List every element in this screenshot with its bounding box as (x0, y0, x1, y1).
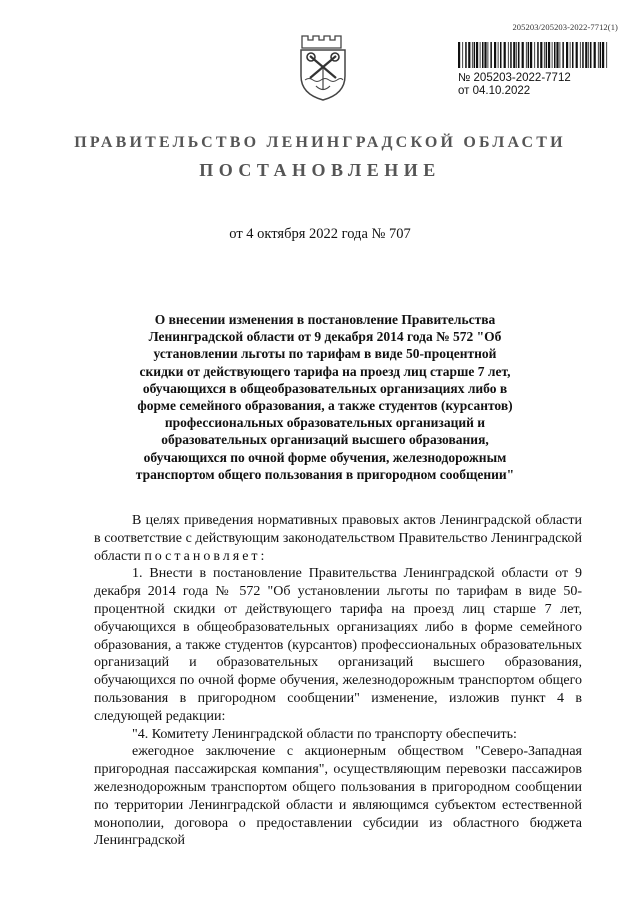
barcode-bar (588, 42, 589, 68)
barcode-bar (462, 42, 463, 68)
barcode-bar (516, 42, 517, 68)
resolution-date-number: от 4 октября 2022 года № 707 (229, 226, 411, 242)
barcode-bar (480, 42, 481, 68)
barcode-bar (522, 42, 524, 68)
barcode-bar (544, 42, 545, 68)
barcode-bar (490, 42, 492, 68)
paragraph-item-4-title: "4. Комитету Ленинградской области по транспорту обеспечить: (132, 726, 517, 742)
barcode-bar (494, 42, 496, 68)
barcode-bar (530, 42, 532, 68)
coat-of-arms-emblem (296, 32, 350, 102)
barcode-bar (484, 42, 486, 68)
barcode-bar (562, 42, 564, 68)
registration-date: от 04.10.2022 (458, 85, 531, 97)
barcode-bar (594, 42, 596, 68)
barcode-bar (554, 42, 556, 68)
barcode-bar (598, 42, 599, 68)
barcode-bar (468, 42, 470, 68)
barcode-bar (570, 42, 571, 68)
barcode-bar (526, 42, 527, 68)
barcode-bar (513, 42, 515, 68)
government-title: ПРАВИТЕЛЬСТВО ЛЕНИНГРАДСКОЙ ОБЛАСТИ (74, 134, 566, 151)
barcode-bar (504, 42, 506, 68)
keyword-postanovlyaet: постановляет (144, 548, 261, 564)
barcode-bar (518, 42, 520, 68)
barcode-bar (476, 42, 478, 68)
paragraph-item-4-text: ежегодное заключение с акционерным обществом "Северо-Западная пригородная пассажирская компания", осуществляющим перевозки пассажиров железнодорожным транспортом общего пользования в пригородном сообщении по территории Ленинградской области и являющимся субъектом естественной монополии, договора о предоставлении субсидии из областного бюджета Ленинградской (94, 744, 582, 849)
barcode-bar (606, 42, 607, 68)
registration-block (458, 72, 628, 98)
barcode-bar (498, 42, 499, 68)
barcode-bar (488, 42, 489, 68)
barcode-bar (474, 42, 476, 68)
barcode-bar (458, 42, 460, 68)
barcode-bar (540, 42, 542, 68)
barcode-bar (472, 42, 473, 68)
barcode-bar (602, 42, 604, 68)
barcode-bar (534, 42, 535, 68)
document-id: 205203/205203-2022-7712(1) (512, 22, 618, 32)
barcode-bar (546, 42, 548, 68)
barcode-bar (508, 42, 509, 68)
barcode-bar (580, 42, 581, 68)
barcode-bar (566, 42, 568, 68)
barcode-bar (560, 42, 561, 68)
barcode-bar (482, 42, 484, 68)
resolution-heading: О внесении изменения в постановление Правительства Ленинградской области от 9 декабря 2014 года № 572 "Об установлении льготы по тарифам в виде 50-процентной скидки от действующего тарифа на проезд лиц старше 7 лет, обучающихся в общеобразовательных организациях либо в форме семейного образования, а также студентов (курсантов) профессиональных образовательных организаций и образовательных организаций высшего образования, обучающихся по очной форме обучения, железнодорожным транспортом общего пользования в пригородном сообщении" (135, 312, 515, 482)
barcode-bar (585, 42, 587, 68)
paragraph-item-1: 1. Внести в постановление Правительства Ленинградской области от 9 декабря 2014 года № 572 "Об установлении льготы по тарифам в виде 50-процентной скидки от действующего тарифа на проезд лиц старше 7 лет, обучающихся в общеобразовательных организациях либо в форме семейного образования, а также студентов (курсантов) профессиональных образовательных организаций и образовательных организаций высшего образования, обучающихся по очной форме обучения, железнодорожным транспортом общего пользования в пригородном сообщении" изменение, изложив пункт 4 в следующей редакции: (94, 566, 582, 724)
barcode-bar (556, 42, 558, 68)
resolution-body (94, 512, 582, 850)
document-type: ПОСТАНОВЛЕНИЕ (199, 160, 441, 180)
barcode-bar (572, 42, 574, 68)
barcode-bar (600, 42, 602, 68)
barcode-bar (537, 42, 539, 68)
barcode-bar (548, 42, 550, 68)
barcode-bar (582, 42, 584, 68)
barcode-image (458, 42, 608, 68)
barcode-bar (576, 42, 578, 68)
registration-number: № 205203-2022-7712 (458, 72, 571, 84)
barcode-bar (465, 42, 467, 68)
paragraph-preamble: В целях приведения нормативных правовых актов Ленинградской области в соответствие с действующим законодательством Правительство Ленинградской области постановляет: (94, 513, 582, 564)
barcode-bar (528, 42, 530, 68)
barcode-bar (510, 42, 512, 68)
barcode-bar (500, 42, 502, 68)
barcode-bar (552, 42, 553, 68)
barcode-bar (590, 42, 592, 68)
